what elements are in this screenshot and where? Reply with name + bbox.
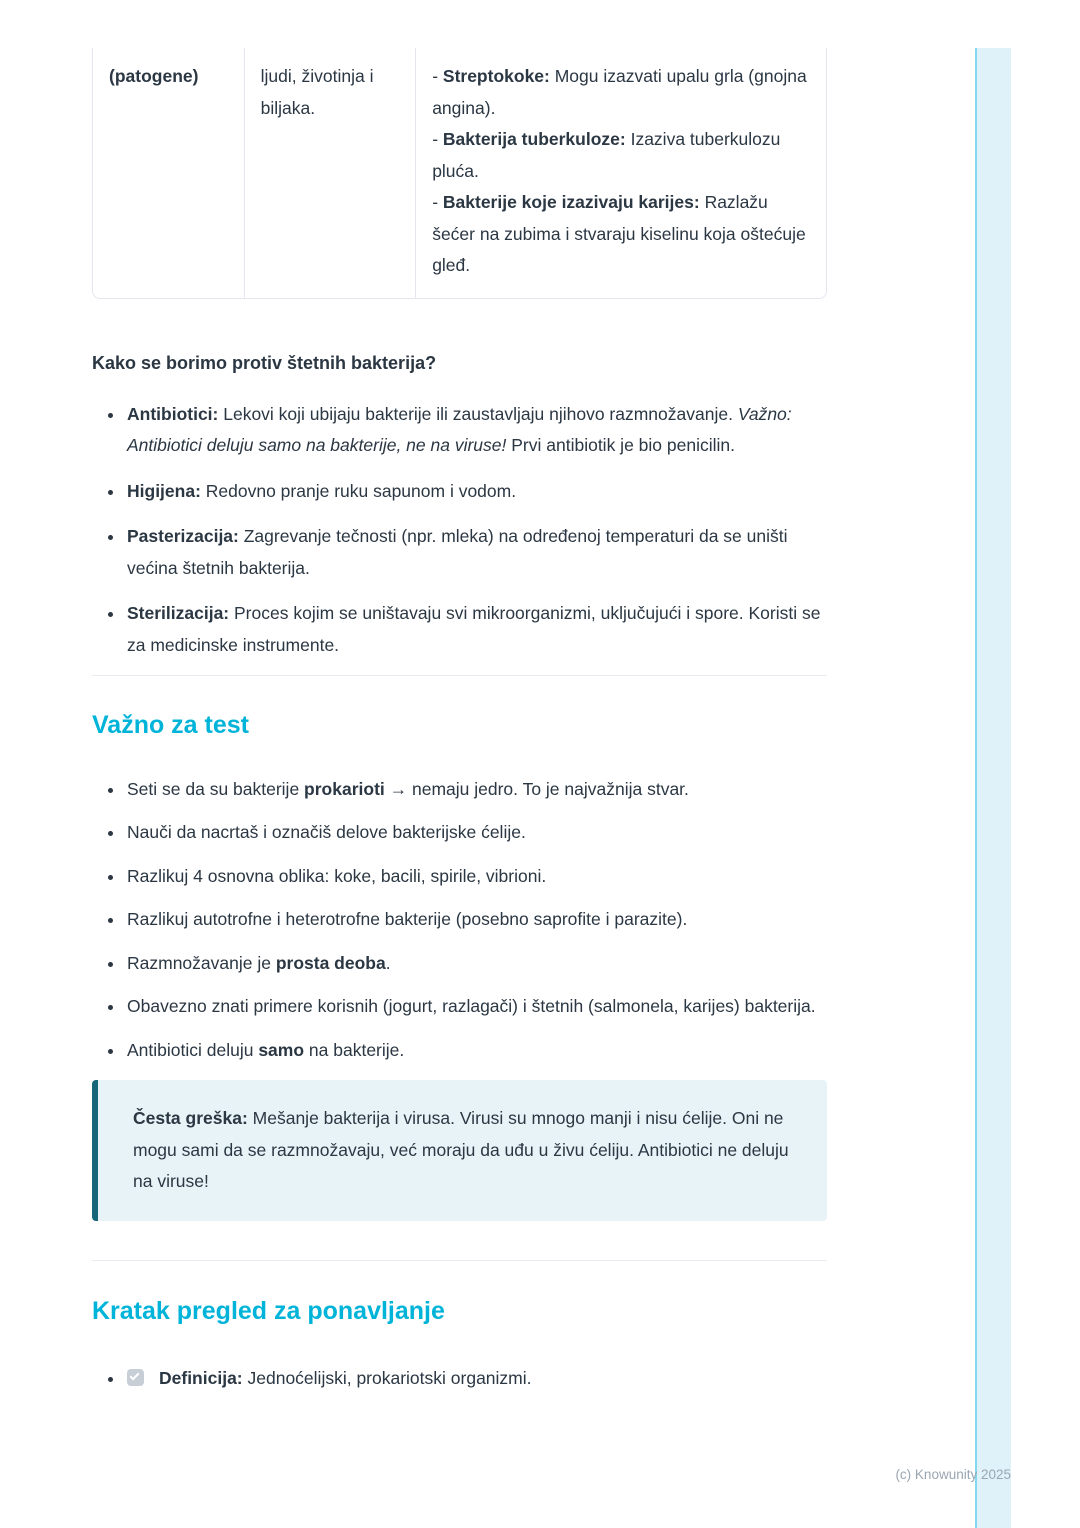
list-item xyxy=(125,991,827,1023)
item-text: Razmnožavanje je xyxy=(127,952,276,973)
section-heading-review: Kratak pregled za ponavljanje xyxy=(92,1296,445,1325)
list-item xyxy=(125,476,827,508)
term: Pasterizacija: xyxy=(127,526,239,547)
page-edge-band xyxy=(975,48,1011,1528)
test-list xyxy=(92,774,827,1067)
common-mistake-callout xyxy=(92,1080,827,1221)
list-item xyxy=(125,861,827,893)
list-item xyxy=(125,948,827,980)
term: prokarioti xyxy=(304,778,385,799)
list-item xyxy=(125,1035,827,1067)
list-item xyxy=(125,817,827,849)
copyright-watermark: (c) Knowunity 2025 xyxy=(895,1467,1011,1482)
item-text: Redovno pranje ruku sapunom i vodom. xyxy=(200,480,517,501)
item-text: Zagrevanje tečnosti (npr. mleka) na određenoj temperaturi da se uništi većina štetnih bakterija. xyxy=(127,526,788,578)
fight-list xyxy=(92,399,827,662)
table-cell-type xyxy=(93,48,244,298)
example-text: Razlažu šećer na zubima i stvaraju kiselinu koja oštećuje gleđ. xyxy=(432,192,806,275)
item-text: Nauči da nacrtaš i označiš delove bakterijske ćelije. xyxy=(127,822,526,843)
example-term: Bakterije koje izazivaju karijes: xyxy=(442,192,700,212)
term: prosta deoba xyxy=(275,952,386,973)
term: Definicija: xyxy=(159,1368,243,1389)
review-list xyxy=(92,1363,827,1395)
item-text: Prvi antibiotik je bio penicilin. xyxy=(506,435,735,456)
section-heading-fight: Kako se borimo protiv štetnih bakterija? xyxy=(92,352,437,373)
item-text: Proces kojim se uništavaju svi mikroorganizmi, uključujući i spore. Koristi se za medicinske instrumente. xyxy=(127,603,821,655)
table-hosts-text: ljudi, životinja i biljaka. xyxy=(260,66,374,118)
item-text: Obavezno znati primere korisnih (jogurt, razlagači) i štetnih (salmonela, karijes) bakterija. xyxy=(127,996,816,1017)
item-text: . xyxy=(385,952,391,973)
term: samo xyxy=(258,1039,305,1060)
item-text: → nemaju jedro. To je najvažnija stvar. xyxy=(384,778,689,799)
list-item xyxy=(125,774,827,806)
term: Antibiotici: xyxy=(127,403,219,424)
item-text: na bakterije. xyxy=(304,1039,405,1060)
item-text: Razlikuj 4 osnovna oblika: koke, bacili, spirile, vibrioni. xyxy=(127,865,547,886)
table-cell-examples xyxy=(415,48,826,298)
example-term: Bakterija tuberkuloze: xyxy=(442,129,626,149)
table-example-streptokoke xyxy=(432,61,810,124)
callout-text: Mešanje bakterija i virusa. Virusi su mnogo manji i nisu ćelije. Oni ne mogu sami da se razmnožavaju, već moraju da uđu u živu ćeliju. Antibiotici ne deluju na viruse! xyxy=(133,1108,789,1192)
section-divider xyxy=(92,1260,827,1261)
item-text: Razlikuj autotrofne i heterotrofne bakterije (posebno saprofite i parazite). xyxy=(127,909,688,930)
checkmark-icon xyxy=(130,1371,140,1381)
table-example-tuberkuloza xyxy=(432,124,810,187)
dash: - xyxy=(432,129,443,149)
item-text: Antibiotici deluju xyxy=(127,1039,259,1060)
page-content xyxy=(92,48,827,1409)
dash: - xyxy=(432,66,443,86)
table-cell-hosts xyxy=(244,48,416,298)
dash: - xyxy=(432,192,443,212)
item-text: Seti se da su bakterije xyxy=(127,778,305,799)
item-text: Jednoćelijski, prokariotski organizmi. xyxy=(242,1368,532,1389)
item-italic-note: Važno: Antibiotici deluju samo na bakterije, ne na viruse! xyxy=(127,403,792,456)
callout-term: Česta greška: xyxy=(133,1108,248,1129)
list-item xyxy=(125,598,827,661)
review-item xyxy=(125,1363,827,1395)
section-heading-test: Važno za test xyxy=(92,711,249,740)
example-text: Mogu izazvati upalu grla (gnojna angina). xyxy=(432,66,807,118)
example-text: Izaziva tuberkulozu pluća. xyxy=(432,129,781,181)
list-item xyxy=(125,904,827,936)
example-term: Streptokoke: xyxy=(442,66,550,86)
section-divider xyxy=(92,675,827,676)
list-item xyxy=(125,399,827,462)
term: Sterilizacija: xyxy=(127,603,230,624)
checkbox-checked-icon xyxy=(127,1369,144,1386)
table-type-label: (patogene) xyxy=(109,66,199,86)
table-example-karijes xyxy=(432,187,810,282)
item-text: Lekovi koji ubijaju bakterije ili zaustavljaju njihovo razmnožavanje. xyxy=(218,403,738,424)
list-item xyxy=(125,521,827,584)
harmful-bacteria-table xyxy=(92,48,827,299)
term: Higijena: xyxy=(127,480,201,501)
